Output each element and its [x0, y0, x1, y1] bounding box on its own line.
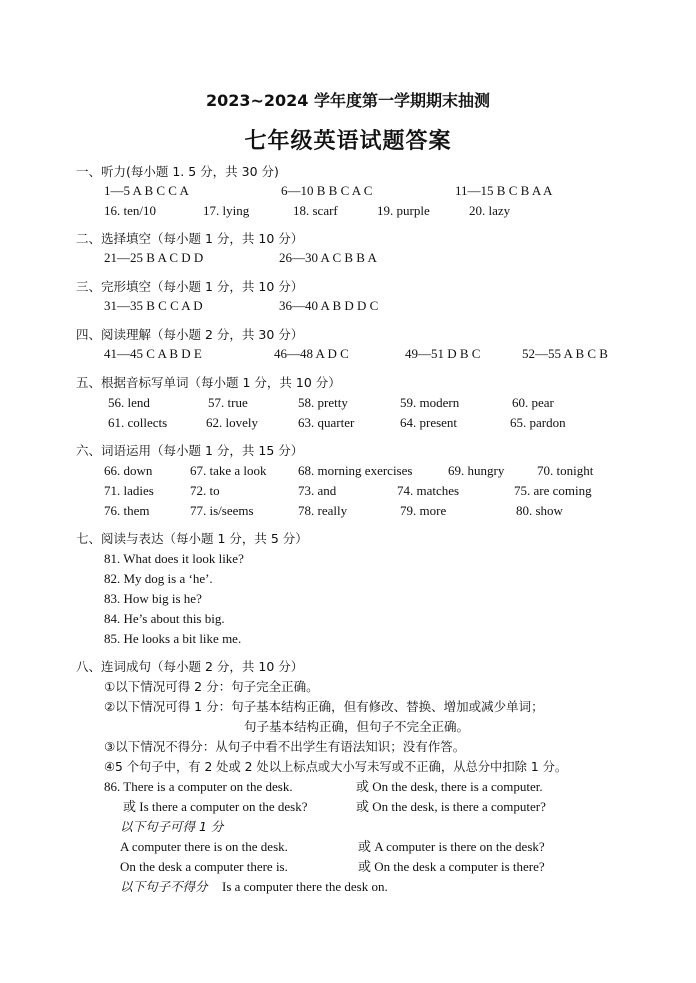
- answer-cell: 52—55 A B C B: [522, 346, 608, 361]
- answer-cell: 11—15 B C B A A: [455, 183, 553, 198]
- year-title: 2023~2024 学年度第一学期期末抽测: [205, 91, 491, 110]
- answer-cell: 61. collects: [108, 415, 168, 430]
- answer-cell: 77. is/seems: [190, 503, 254, 518]
- answer-line: 或 On the desk, there is a computer.: [356, 779, 543, 794]
- answer-line: 81. What does it look like?: [104, 551, 244, 566]
- answer-cell: 80. show: [516, 503, 563, 518]
- section-1-heading: 一、听力(每小题 1. 5 分，共 30 分): [76, 164, 279, 179]
- answer-cell: 68. morning exercises: [298, 463, 413, 478]
- scoring-rule: ①以下情况可得 2 分：句子完全正确。: [104, 679, 319, 694]
- section-7-heading: 七、阅读与表达（每小题 1 分，共 5 分）: [76, 531, 308, 546]
- answer-cell: 75. are coming: [514, 483, 592, 498]
- section-4-heading: 四、阅读理解（每小题 2 分，共 30 分）: [76, 327, 304, 342]
- answer-line: A computer there is on the desk.: [120, 839, 288, 854]
- answer-cell: 57. true: [208, 395, 248, 410]
- answer-cell: 20. lazy: [469, 203, 511, 218]
- answer-cell: 49—51 D B C: [405, 346, 481, 361]
- answer-line: 84. He’s about this big.: [104, 611, 225, 626]
- answer-line: 86. There is a computer on the desk.: [104, 779, 293, 794]
- answer-cell: 66. down: [104, 463, 153, 478]
- answer-cell: 59. modern: [400, 395, 460, 410]
- answer-cell: 6—10 B B C A C: [281, 183, 373, 198]
- answer-line: 85. He looks a bit like me.: [104, 631, 242, 646]
- answer-line: Is a computer there the desk on.: [222, 879, 388, 894]
- zero-point-label: 以下句子不得分: [120, 879, 208, 894]
- section-2-heading: 二、选择填空（每小题 1 分，共 10 分）: [76, 231, 304, 246]
- section-8-heading: 八、连词成句（每小题 2 分，共 10 分）: [76, 659, 304, 674]
- scoring-rule: ②以下情况可得 1 分：句子基本结构正确，但有修改、替换、增加或减少单词；: [104, 699, 544, 714]
- answer-cell: 21—25 B A C D D: [104, 250, 204, 265]
- section-5-heading: 五、根据音标写单词（每小题 1 分，共 10 分）: [76, 375, 341, 390]
- answer-line: On the desk a computer there is.: [120, 859, 288, 874]
- scoring-rule: ③以下情况不得分：从句子中看不出学生有语法知识；没有作答。: [104, 739, 466, 754]
- answer-cell: 56. lend: [108, 395, 150, 410]
- answer-cell: 16. ten/10: [104, 203, 156, 218]
- answer-cell: 36—40 A B D D C: [279, 298, 379, 313]
- answer-cell: 46—48 A D C: [274, 346, 349, 361]
- answer-line: 或 On the desk, is there a computer?: [356, 799, 546, 814]
- scoring-rule: 句子基本结构正确，但句子不完全正确。: [244, 719, 470, 734]
- answer-cell: 72. to: [190, 483, 220, 498]
- answer-cell: 62. lovely: [206, 415, 258, 430]
- answer-cell: 67. take a look: [190, 463, 267, 478]
- answer-cell: 31—35 B C C A D: [104, 298, 203, 313]
- answer-cell: 69. hungry: [448, 463, 505, 478]
- answer-cell: 58. pretty: [298, 395, 348, 410]
- answer-cell: 65. pardon: [510, 415, 566, 430]
- answer-line: 或 A computer is there on the desk?: [358, 839, 545, 854]
- section-6-heading: 六、词语运用（每小题 1 分，共 15 分）: [76, 443, 304, 458]
- answer-cell: 41—45 C A B D E: [104, 346, 202, 361]
- answer-line: 或 Is there a computer on the desk?: [123, 799, 308, 814]
- answer-cell: 78. really: [298, 503, 348, 518]
- answer-cell: 1—5 A B C C A: [104, 183, 189, 198]
- answer-line: 82. My dog is a ‘he’.: [104, 571, 213, 586]
- answer-cell: 19. purple: [377, 203, 430, 218]
- answer-cell: 26—30 A C B B A: [279, 250, 377, 265]
- exam-title: 七年级英语试题答案: [244, 129, 452, 154]
- answer-cell: 76. them: [104, 503, 150, 518]
- answer-cell: 18. scarf: [293, 203, 338, 218]
- answer-cell: 63. quarter: [298, 415, 355, 430]
- answer-cell: 64. present: [400, 415, 458, 430]
- answer-cell: 79. more: [400, 503, 447, 518]
- one-point-label: 以下句子可得 1 分: [120, 819, 224, 834]
- answer-cell: 71. ladies: [104, 483, 154, 498]
- scoring-rule: ④5 个句子中，有 2 处或 2 处以上标点或大小写未写或不正确，从总分中扣除 1 分。: [104, 760, 568, 774]
- answer-cell: 73. and: [298, 483, 337, 498]
- answer-cell: 17. lying: [203, 203, 250, 218]
- answer-line: 或 On the desk a computer is there?: [358, 859, 545, 874]
- answer-cell: 60. pear: [512, 395, 554, 410]
- section-3-heading: 三、完形填空（每小题 1 分，共 10 分）: [76, 279, 304, 294]
- answer-line: 83. How big is he?: [104, 591, 202, 606]
- answer-cell: 74. matches: [397, 483, 460, 498]
- answer-cell: 70. tonight: [537, 463, 594, 478]
